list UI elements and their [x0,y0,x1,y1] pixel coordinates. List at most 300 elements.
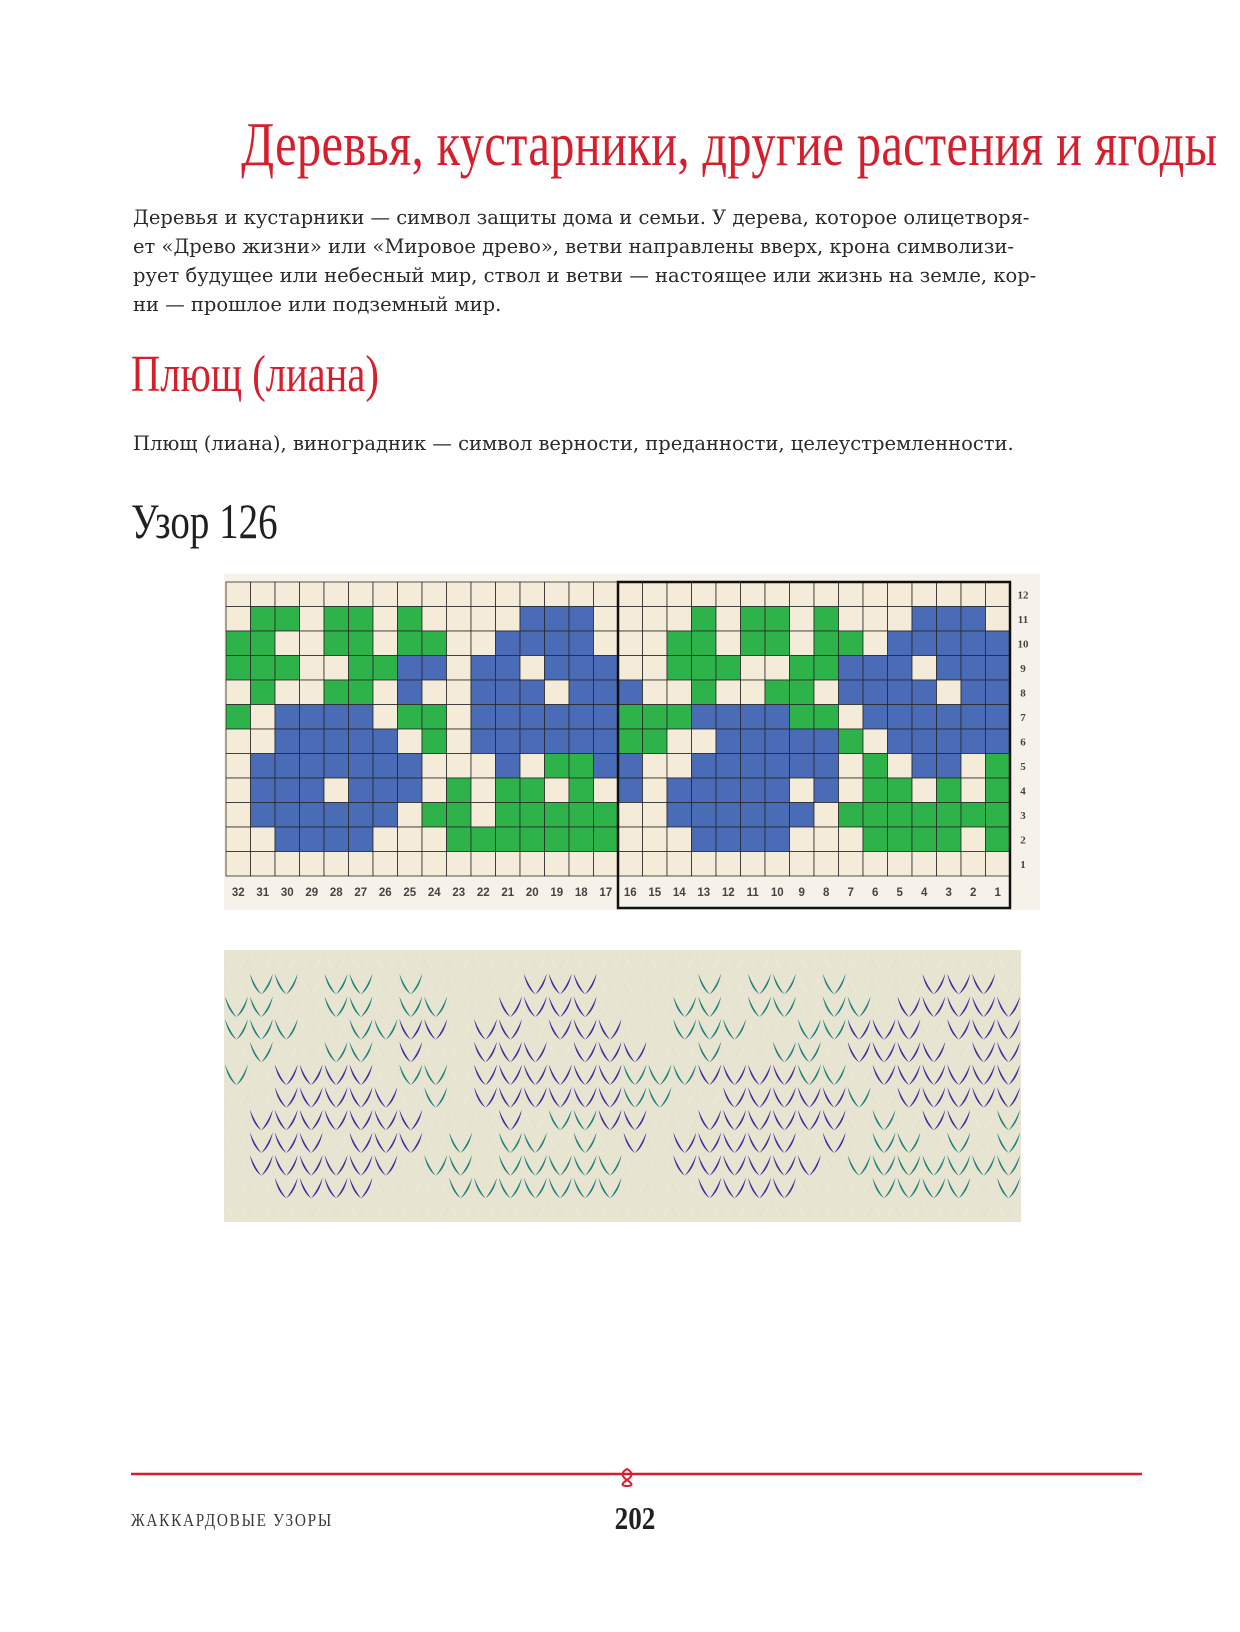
chart-cell [520,729,545,754]
chart-cell [741,607,766,632]
chart-cell [324,852,349,877]
chart-cell [471,827,496,852]
chart-cell [545,607,570,632]
chart-cell [937,778,962,803]
chart-cell [839,607,864,632]
chart-cell [765,582,790,607]
x-tick-label: 11 [746,887,759,899]
chart-cell [275,754,300,779]
x-tick-label: 26 [378,887,392,899]
chart-cell [226,631,251,656]
chart-cell [961,656,986,681]
chart-cell [569,852,594,877]
chart-cell [300,705,325,730]
chart-cell [398,754,423,779]
chart-cell [667,680,692,705]
chart-cell [373,705,398,730]
chart-cell [863,778,888,803]
chart-cell [716,827,741,852]
chart-cell [569,656,594,681]
chart-cell [275,656,300,681]
chart-cell [839,754,864,779]
chart-cell [716,754,741,779]
chart-cell [569,607,594,632]
chart-cell [520,680,545,705]
chart-cell [545,803,570,828]
chart-cell [667,705,692,730]
chart-cell [520,656,545,681]
chart-cell [790,631,815,656]
chart-cell [496,729,521,754]
chart-cell [643,631,668,656]
footer-divider [131,1466,1142,1486]
y-tick-label: 8 [1020,687,1026,700]
chart-cell [594,582,619,607]
chart-cell [226,754,251,779]
chart-cell [692,827,717,852]
x-tick-label: 2 [970,887,977,899]
chart-cell [692,582,717,607]
chart-cell [251,778,276,803]
chart-cell [594,778,619,803]
chart-cell [520,803,545,828]
chart-cell [251,656,276,681]
chart-cell [349,607,374,632]
x-tick-label: 31 [256,887,270,899]
x-tick-label: 18 [574,887,588,899]
chart-cell [888,729,913,754]
chart-cell [496,680,521,705]
chart-cell [814,656,839,681]
chart-cell [471,680,496,705]
chart-cell [275,778,300,803]
chart-cell [741,852,766,877]
chart-cell [569,803,594,828]
chart-cell [863,607,888,632]
chart-cell [618,754,643,779]
chart-cell [447,852,472,877]
chart-cell [643,827,668,852]
chart-cell [937,582,962,607]
chart-cell [839,582,864,607]
y-tick-label: 9 [1020,662,1026,675]
chart-cell [594,656,619,681]
x-tick-label: 23 [452,887,466,899]
chart-cell [422,607,447,632]
x-tick-label: 6 [872,887,879,899]
chart-cell [496,803,521,828]
chart-cell [594,754,619,779]
chart-cell [667,656,692,681]
chart-cell [765,754,790,779]
chart-cell [986,680,1011,705]
chart-cell [471,631,496,656]
chart-cell [765,852,790,877]
chart-cell [496,607,521,632]
chart-cell [545,582,570,607]
chart-cell [569,754,594,779]
chart-cell [643,852,668,877]
intro-line: ет «Древо жизни» или «Мировое древо», ветви направлены вверх, крона символизи- [133,235,1015,258]
knitting-chart [224,574,1044,899]
chart-cell [496,778,521,803]
chart-cell [839,680,864,705]
chart-cell [961,803,986,828]
chart-cell [814,705,839,730]
chart-cell [937,656,962,681]
chart-cell [961,778,986,803]
knitted-sample-image [224,950,1021,1222]
chart-cell [471,852,496,877]
chart-cell [667,852,692,877]
chart-cell [618,582,643,607]
chart-cell [569,705,594,730]
x-tick-label: 15 [648,887,662,899]
chart-cell [324,656,349,681]
chart-cell [447,729,472,754]
footer-book-title: ЖАККАРДОВЫЕ УЗОРЫ [131,1510,333,1530]
chart-cell [814,607,839,632]
chart-cell [569,778,594,803]
chart-cell [520,778,545,803]
chart-cell [986,705,1011,730]
x-tick-label: 5 [896,887,903,899]
chart-cell [912,631,937,656]
chart-cell [422,631,447,656]
chart-cell [349,827,374,852]
chart-cell [888,852,913,877]
chart-cell [226,607,251,632]
chart-cell [839,656,864,681]
chart-cell [692,729,717,754]
chart-cell [569,827,594,852]
chart-cell [226,656,251,681]
chart-cell [275,852,300,877]
chart-cell [545,656,570,681]
chart-cell [545,631,570,656]
chart-cell [275,729,300,754]
chart-cell [986,582,1011,607]
x-tick-label: 8 [823,887,830,899]
chart-cell [251,607,276,632]
chart-cell [447,803,472,828]
chart-cell [300,607,325,632]
x-tick-label: 27 [354,887,368,899]
chart-cell [814,852,839,877]
x-tick-label: 12 [721,887,735,899]
chart-cell [520,754,545,779]
chart-cell [300,803,325,828]
chart-cell [349,754,374,779]
chart-cell [986,852,1011,877]
chart-cell [643,705,668,730]
chart-cell [373,778,398,803]
y-tick-label: 10 [1017,638,1029,651]
chart-cell [349,656,374,681]
chart-cell [839,852,864,877]
chart-cell [667,778,692,803]
chart-cell [324,680,349,705]
chart-cell [692,778,717,803]
chart-cell [667,631,692,656]
x-tick-label: 9 [798,887,805,899]
chart-cell [251,631,276,656]
chart-cell [471,582,496,607]
chart-cell [618,705,643,730]
chart-cell [912,680,937,705]
chart-cell [520,852,545,877]
chart-cell [349,729,374,754]
chart-cell [716,656,741,681]
chart-cell [496,827,521,852]
chart-cell [471,705,496,730]
chart-cell [790,607,815,632]
chart-cell [765,803,790,828]
chart-cell [520,582,545,607]
chart-cell [741,754,766,779]
chart-cell [741,582,766,607]
chart-cell [839,631,864,656]
chart-cell [251,852,276,877]
chart-cell [373,803,398,828]
x-tick-label: 25 [403,887,417,899]
chart-cell [275,607,300,632]
chart-cell [398,778,423,803]
chart-cell [937,754,962,779]
chart-cell [618,656,643,681]
chart-cell [716,852,741,877]
chart-cell [618,631,643,656]
intro-line: ни — прошлое или подземный мир. [133,293,502,316]
chart-cell [496,705,521,730]
chart-cell [888,827,913,852]
chart-cell [545,680,570,705]
chart-cell [692,852,717,877]
chart-cell [447,705,472,730]
chart-cell [741,827,766,852]
chart-cell [888,680,913,705]
chart-cell [300,827,325,852]
chart-cell [790,729,815,754]
x-tick-label: 16 [623,887,637,899]
chart-cell [741,778,766,803]
chart-cell [863,680,888,705]
chart-cell [349,778,374,803]
chart-cell [863,656,888,681]
chart-cell [667,754,692,779]
chart-cell [814,827,839,852]
chart-cell [912,827,937,852]
chart-cell [741,656,766,681]
chart-cell [545,754,570,779]
chart-cell [961,582,986,607]
chart-cell [398,607,423,632]
chart-cell [226,705,251,730]
page-title: Деревья, кустарники, другие растения и ягоды [241,111,1218,179]
chart-cell [373,631,398,656]
chart-cell [373,754,398,779]
chart-cell [324,705,349,730]
chart-cell [741,680,766,705]
chart-cell [863,729,888,754]
chart-cell [251,680,276,705]
chart-cell [961,705,986,730]
chart-cell [814,803,839,828]
chart-cell [716,582,741,607]
chart-cell [692,656,717,681]
chart-cell [251,754,276,779]
x-tick-label: 24 [427,887,441,899]
chart-cell [496,656,521,681]
chart-cell [716,803,741,828]
chart-cell [937,729,962,754]
chart-cell [300,754,325,779]
chart-cell [398,852,423,877]
chart-cell [226,582,251,607]
chart-cell [961,827,986,852]
chart-cell [643,607,668,632]
chart-cell [496,582,521,607]
chart-cell [618,827,643,852]
chart-cell [471,803,496,828]
chart-cell [447,656,472,681]
chart-cell [251,803,276,828]
chart-cell [349,582,374,607]
chart-cell [912,754,937,779]
chart-cell [373,827,398,852]
chart-cell [863,803,888,828]
chart-cell [496,852,521,877]
chart-cell [716,607,741,632]
chart-cell [692,705,717,730]
chart-cell [790,803,815,828]
chart-cell [520,827,545,852]
chart-cell [912,803,937,828]
chart-cell [447,631,472,656]
chart-cell [275,631,300,656]
x-tick-label: 4 [921,887,928,899]
chart-cell [667,827,692,852]
chart-cell [226,680,251,705]
chart-cell [275,680,300,705]
chart-cell [790,705,815,730]
x-tick-label: 1 [994,887,1001,899]
chart-cell [349,680,374,705]
chart-cell [814,582,839,607]
chart-cell [765,778,790,803]
knitting-chart-svg [224,574,1044,899]
chart-cell [594,729,619,754]
chart-cell [422,827,447,852]
chart-cell [373,656,398,681]
chart-cell [863,852,888,877]
chart-cell [888,705,913,730]
y-tick-label: 4 [1020,785,1026,798]
x-tick-label: 30 [280,887,294,899]
chart-cell [765,729,790,754]
chart-cell [349,705,374,730]
chart-cell [961,631,986,656]
chart-cell [422,705,447,730]
chart-cell [863,705,888,730]
chart-cell [300,778,325,803]
chart-cell [667,582,692,607]
chart-cell [324,607,349,632]
chart-cell [520,607,545,632]
section-text: Плющ (лиана), виноградник — символ верности, преданности, целеустремленности. [133,432,1014,455]
chart-cell [300,729,325,754]
chart-cell [373,680,398,705]
chart-cell [618,852,643,877]
chart-cell [398,827,423,852]
chart-cell [839,729,864,754]
chart-cell [594,631,619,656]
intro-paragraph [133,203,1143,319]
x-tick-label: 10 [770,887,784,899]
chart-cell [814,729,839,754]
chart-cell [912,607,937,632]
chart-cell [667,729,692,754]
chart-cell [496,754,521,779]
chart-cell [251,582,276,607]
knitted-sample-photo [224,950,1021,1222]
chart-cell [545,705,570,730]
chart-cell [496,631,521,656]
chart-cell [324,827,349,852]
chart-cell [888,656,913,681]
chart-cell [814,754,839,779]
chart-cell [961,852,986,877]
chart-cell [422,778,447,803]
chart-cell [643,656,668,681]
chart-cell [447,680,472,705]
chart-cell [912,778,937,803]
x-tick-label: 19 [550,887,564,899]
chart-cell [398,729,423,754]
chart-cell [324,754,349,779]
chart-cell [373,582,398,607]
chart-cell [790,754,815,779]
chart-cell [324,582,349,607]
chart-cell [251,827,276,852]
chart-cell [790,656,815,681]
chart-cell [790,582,815,607]
page-number: 202 [614,1500,656,1536]
x-tick-label: 13 [697,887,711,899]
chart-cell [422,803,447,828]
chart-cell [937,827,962,852]
chart-cell [692,607,717,632]
chart-cell [937,607,962,632]
chart-cell [471,607,496,632]
chart-cell [912,582,937,607]
chart-cell [349,631,374,656]
ornament-icon [623,1469,632,1486]
chart-cell [422,729,447,754]
chart-cell [422,582,447,607]
y-tick-label: 1 [1020,858,1026,871]
chart-cell [226,852,251,877]
intro-line: Деревья и кустарники — символ защиты дома и семьи. У дерева, которое олицетворя- [133,206,1030,229]
chart-cell [716,705,741,730]
chart-cell [300,680,325,705]
chart-cell [569,582,594,607]
chart-cell [618,607,643,632]
chart-cell [912,729,937,754]
chart-cell [324,631,349,656]
chart-cell [716,631,741,656]
chart-cell [765,656,790,681]
